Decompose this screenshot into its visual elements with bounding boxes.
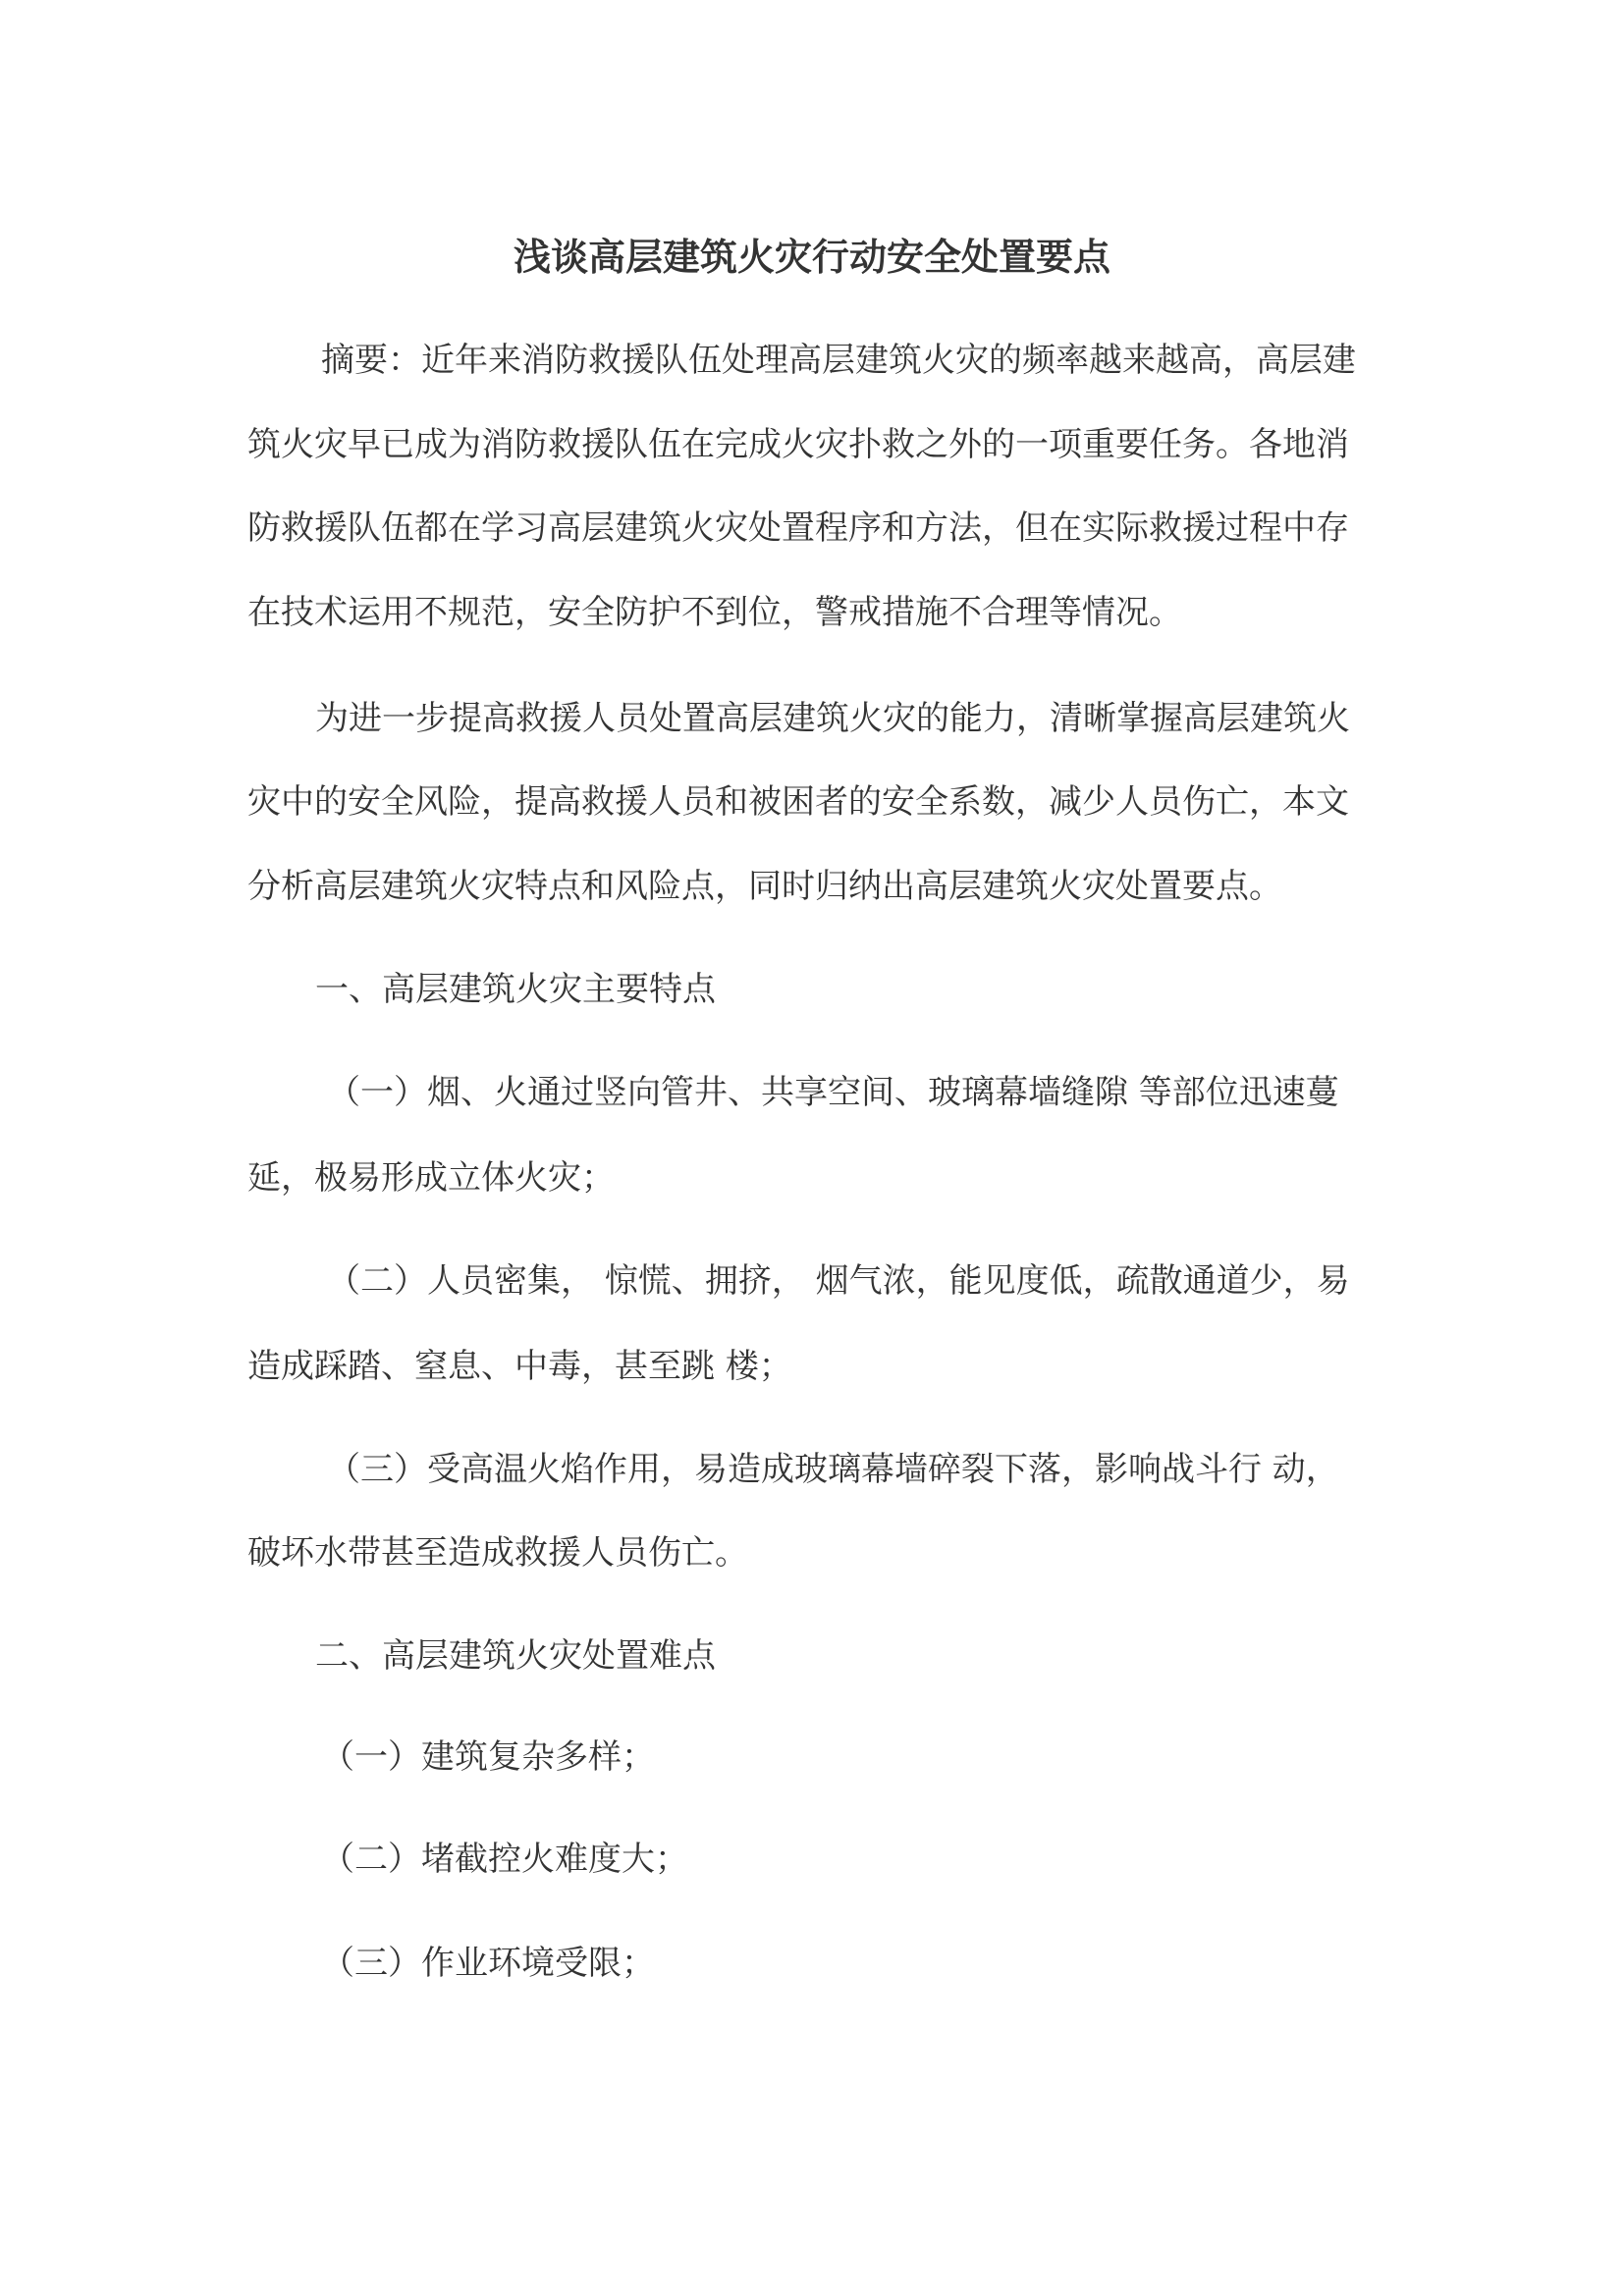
item-line: 造成踩踏、窒息、中毒，甚至跳 楼； xyxy=(247,1347,792,1386)
section-heading-2: 二、高层建筑火灾处置难点 xyxy=(315,1636,716,1676)
abstract-line: 摘要：近年来消防救援队伍处理高层建筑火灾的频率越来越高，高层建 xyxy=(321,341,1356,380)
abstract-line: 在技术运用不规范，安全防护不到位，警戒措施不合理等情况。 xyxy=(247,593,1182,632)
intro-line: 灾中的安全风险，提高救援人员和被困者的安全系数，减少人员伤亡，本文 xyxy=(247,782,1349,822)
item-line: 延，极易形成立体火灾； xyxy=(247,1158,615,1198)
abstract-line: 防救援队伍都在学习高层建筑火灾处置程序和方法，但在实际救援过程中存 xyxy=(247,508,1349,548)
abstract-line: 筑火灾早已成为消防救援队伍在完成火灾扑救之外的一项重要任务。各地消 xyxy=(247,425,1349,464)
intro-line: 为进一步提高救援人员处置高层建筑火灾的能力，清晰掌握高层建筑火 xyxy=(315,699,1350,738)
item-line: （二）人员密集， 惊慌、拥挤， 烟气浓，能见度低，疏散通道少，易 xyxy=(327,1261,1350,1301)
document-title: 浅谈高层建筑火灾行动安全处置要点 xyxy=(513,236,1110,279)
item-line: （二）堵截控火难度大； xyxy=(321,1840,688,1879)
item-line: 破坏水带甚至造成救援人员伤亡。 xyxy=(247,1533,748,1573)
section-heading-1: 一、高层建筑火灾主要特点 xyxy=(315,970,716,1009)
item-line: （一）烟、火通过竖向管井、共享空间、玻璃幕墙缝隙 等部位迅速蔓 xyxy=(327,1073,1339,1112)
item-line: （一）建筑复杂多样； xyxy=(321,1737,655,1777)
item-line: （三）作业环境受限； xyxy=(321,1944,655,1983)
item-line: （三）受高温火焰作用，易造成玻璃幕墙碎裂下落，影响战斗行 动， xyxy=(327,1450,1339,1489)
intro-line: 分析高层建筑火灾特点和风险点，同时归纳出高层建筑火灾处置要点。 xyxy=(247,867,1282,906)
